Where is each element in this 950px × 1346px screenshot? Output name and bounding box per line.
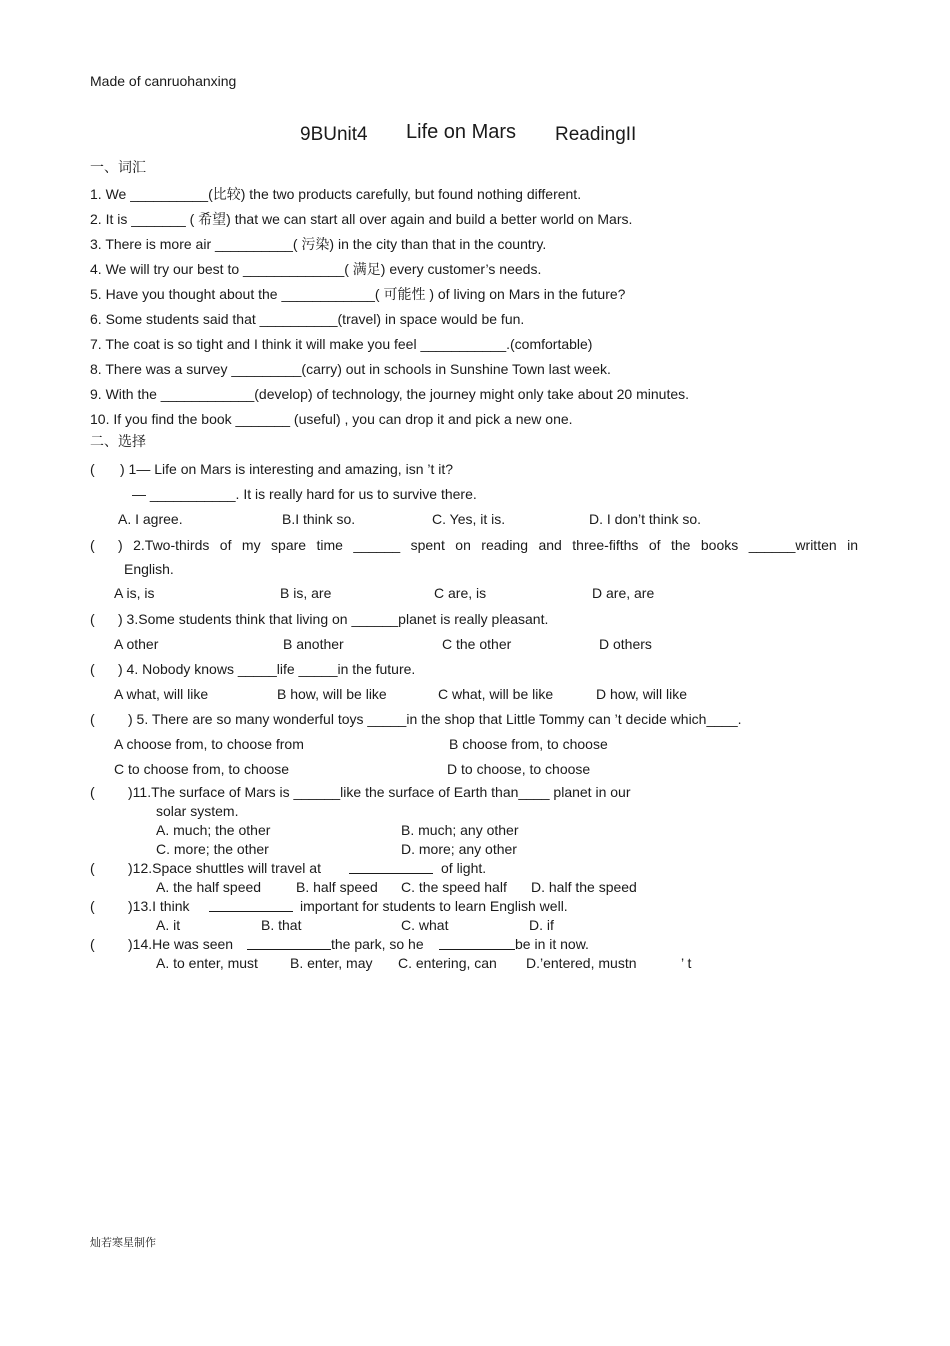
title-main: Life on Mars xyxy=(406,121,517,143)
vocabulary-heading: 一、词汇 xyxy=(90,160,146,176)
vocab-item: 6. Some students said that __________(travel) in space would be fun. xyxy=(90,311,525,327)
question-stem: )12.Space shuttles will travel at xyxy=(128,860,321,876)
answer-paren: ( xyxy=(90,784,95,800)
question-stem-line2: — ___________. It is really hard for us to survive there. xyxy=(132,486,477,502)
option-a: A what, will like xyxy=(114,686,209,702)
option-a: A. I agree. xyxy=(118,511,183,527)
option-c: C. more; the other xyxy=(156,841,269,857)
answer-paren: ( xyxy=(90,711,95,727)
option-a: A. the half speed xyxy=(156,879,262,895)
question-stem: )11.The surface of Mars is ______like the surface of Earth than____ planet in our xyxy=(128,784,631,800)
option-d-tail: ’ t xyxy=(681,955,692,971)
answer-blank xyxy=(349,861,433,876)
option-a: A. much; the other xyxy=(156,822,271,838)
option-d: D are, are xyxy=(592,585,655,601)
option-b: B. enter, may xyxy=(290,955,373,971)
vocab-item: 5. Have you thought about the ____________( 可能性 ) of living on Mars in the future? xyxy=(90,286,626,302)
answer-paren: ( xyxy=(90,936,95,952)
question-stem-tail: be in it now. xyxy=(515,936,589,952)
vocab-item: 8. There was a survey _________(carry) out in schools in Sunshine Town last week. xyxy=(90,361,611,377)
option-d: D. half the speed xyxy=(531,879,637,895)
option-d: D others xyxy=(599,636,652,652)
option-c: C. entering, can xyxy=(398,955,497,971)
vocab-item: 10. If you find the book _______ (useful) , you can drop it and pick a new one. xyxy=(90,411,573,427)
answer-blank xyxy=(209,899,293,914)
vocab-item: 4. We will try our best to _____________( 满足) every customer’s needs. xyxy=(90,261,542,277)
title-unit: 9BUnit4 xyxy=(300,124,368,145)
answer-paren: ( xyxy=(90,661,95,677)
answer-paren: ( xyxy=(90,537,95,553)
option-c: C. what xyxy=(401,917,449,933)
option-b: B. that xyxy=(261,917,302,933)
answer-paren: ( xyxy=(90,860,95,876)
option-b: B.I think so. xyxy=(282,511,356,527)
answer-paren: ( xyxy=(90,461,95,477)
question-stem-line2: English. xyxy=(124,561,174,577)
header-made-of: Made of canruohanxing xyxy=(90,73,237,89)
option-d: D how, will like xyxy=(596,686,688,702)
option-a: A other xyxy=(114,636,159,652)
answer-paren: ( xyxy=(90,611,95,627)
question-stem: )13.I think xyxy=(128,898,190,914)
option-d: D. if xyxy=(529,917,554,933)
option-c: C to choose from, to choose xyxy=(114,761,290,777)
question-stem-middle: the park, so he xyxy=(331,936,424,952)
question-stem: ) 4. Nobody knows _____life _____in the future. xyxy=(118,661,416,677)
option-a: A is, is xyxy=(114,585,155,601)
question-stem: ) 1— Life on Mars is interesting and amazing, isn ’t it? xyxy=(120,461,454,477)
option-a: A. to enter, must xyxy=(156,955,258,971)
option-c: C are, is xyxy=(434,585,487,601)
option-b: B choose from, to choose xyxy=(449,736,608,752)
option-d: D.’entered, mustn xyxy=(526,955,637,971)
choice-heading: 二、选择 xyxy=(90,434,146,450)
vocab-item: 2. It is _______ ( 希望) that we can start all over again and build a better world on Mars. xyxy=(90,211,633,227)
question-stem-tail: of light. xyxy=(441,860,487,876)
vocab-item: 9. With the ____________(develop) of technology, the journey might only take about 20 minutes. xyxy=(90,386,690,402)
vocab-item: 7. The coat is so tight and I think it will make you feel ___________.(comfortable) xyxy=(90,336,593,352)
option-c: C the other xyxy=(442,636,512,652)
title-reading: ReadingII xyxy=(555,124,637,145)
question-stem-line2: solar system. xyxy=(156,803,239,819)
option-a: A. it xyxy=(156,917,181,933)
option-c: C. the speed half xyxy=(401,879,507,895)
option-b: B is, are xyxy=(280,585,332,601)
option-d: D. I don’t think so. xyxy=(589,511,702,527)
question-stem-tail: important for students to learn English well. xyxy=(300,898,568,914)
option-a: A choose from, to choose from xyxy=(114,736,304,752)
footer-text: 灿若寒星制作 xyxy=(90,1236,156,1249)
answer-blank xyxy=(439,937,515,952)
option-b: B how, will be like xyxy=(277,686,387,702)
option-c: C. Yes, it is. xyxy=(432,511,506,527)
answer-paren: ( xyxy=(90,898,95,914)
question-stem: ) 3.Some students think that living on ______planet is really pleasant. xyxy=(118,611,549,627)
answer-blank xyxy=(247,937,331,952)
option-d: D. more; any other xyxy=(401,841,517,857)
option-d: D to choose, to choose xyxy=(447,761,591,777)
option-c: C what, will be like xyxy=(438,686,554,702)
question-stem: )14.He was seen xyxy=(128,936,234,952)
question-stem: ) 2.Two-thirds of my spare time ______ spent on reading and three-fifths of the books ______written in xyxy=(118,537,858,553)
option-b: B another xyxy=(283,636,344,652)
vocab-item: 1. We __________(比较) the two products carefully, but found nothing different. xyxy=(90,186,582,202)
option-b: B. half speed xyxy=(296,879,378,895)
question-stem: ) 5. There are so many wonderful toys _____in the shop that Little Tommy can ’t decide which____. xyxy=(128,711,742,727)
vocab-item: 3. There is more air __________( 污染) in the city than that in the country. xyxy=(90,236,547,252)
option-b: B. much; any other xyxy=(401,822,519,838)
